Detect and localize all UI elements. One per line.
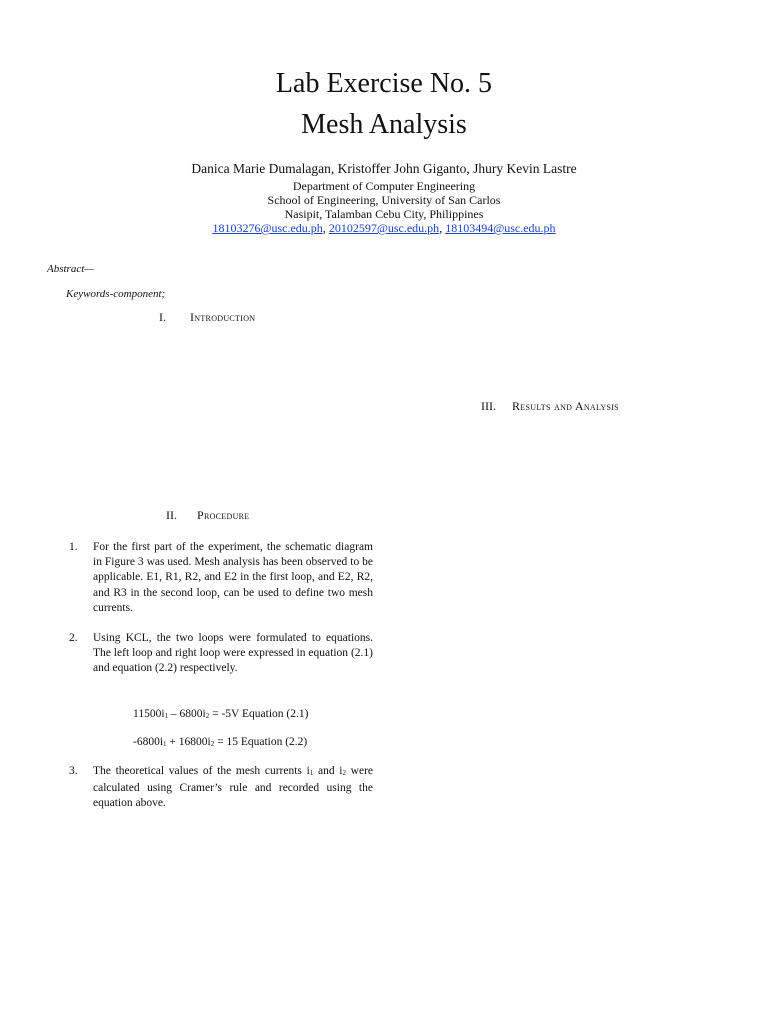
eq-term: + 16800i bbox=[166, 736, 211, 748]
heading-text: Results and Analysis bbox=[512, 399, 619, 413]
email-link-1[interactable]: 18103276@usc.edu.ph bbox=[212, 221, 323, 235]
eq-subscript: 1 bbox=[163, 740, 167, 748]
eq-subscript: 2 bbox=[210, 740, 215, 748]
eq-term: = 15 Equation (2.2) bbox=[214, 736, 308, 748]
item-number: 3. bbox=[69, 765, 78, 777]
item-text bbox=[93, 764, 373, 812]
item-number: 2. bbox=[69, 632, 78, 644]
item-text-part: and i bbox=[313, 765, 343, 777]
item-number: 1. bbox=[69, 541, 78, 553]
item-text-part: The theoretical values of the mesh currents i bbox=[93, 765, 310, 777]
email-link-2[interactable]: 20102597@usc.edu.ph bbox=[328, 221, 440, 235]
title-line-1: Lab Exercise No. 5 bbox=[275, 68, 493, 99]
heading-results bbox=[481, 399, 619, 414]
eq-term: -6800i bbox=[133, 736, 164, 748]
eq-term: – 6800i bbox=[168, 708, 206, 720]
heading-text: Procedure bbox=[197, 508, 250, 522]
title-line-2: Mesh Analysis bbox=[301, 109, 467, 140]
heading-procedure bbox=[166, 508, 250, 523]
heading-introduction bbox=[159, 310, 255, 325]
department: Department of Computer Engineering bbox=[292, 179, 476, 193]
procedure-item-3 bbox=[69, 764, 373, 812]
heading-number: III. bbox=[481, 399, 496, 413]
item-subscript: 2 bbox=[342, 769, 346, 777]
keywords-label: Keywords-component; bbox=[66, 288, 166, 300]
item-text: Using KCL, the two loops were formulated to equations. The left loop and right loop were expressed in equation (2.1) and equation (2.2) respectively. bbox=[93, 632, 373, 675]
heading-text: Introduction bbox=[190, 310, 256, 324]
item-text-part: were calculated using Cramer’s rule and recorded using the equation above. bbox=[93, 765, 374, 810]
item-text: For the first part of the experiment, the schematic diagram in Figure 3 was used. Mesh analysis has been observed to be applicable. E1, R1, R2, and E2 in the first loop, and E2, R2, and R3 in the second loop, can be used to define two mesh currents. bbox=[93, 541, 373, 614]
item-subscript: 1 bbox=[309, 769, 314, 777]
authors: Danica Marie Dumalagan, Kristoffer John Giganto, Jhury Kevin Lastre bbox=[191, 161, 577, 176]
school: School of Engineering, University of San Carlos bbox=[267, 193, 501, 207]
email-separator: , bbox=[439, 221, 443, 235]
heading-number: I. bbox=[159, 310, 166, 324]
procedure-item-2 bbox=[69, 631, 373, 677]
procedure-item-1 bbox=[69, 540, 373, 616]
equation-2-1 bbox=[133, 708, 308, 720]
email-link-3[interactable]: 18103494@usc.edu.ph bbox=[445, 221, 556, 235]
eq-subscript: 2 bbox=[205, 712, 210, 720]
eq-term: 11500i bbox=[133, 708, 165, 720]
eq-subscript: 1 bbox=[164, 712, 169, 720]
heading-number: II. bbox=[166, 508, 177, 522]
equation-2-2 bbox=[133, 736, 307, 748]
email-separator: , bbox=[322, 221, 326, 235]
emails bbox=[0, 221, 768, 235]
abstract-label: Abstract— bbox=[47, 263, 95, 275]
eq-term: = -5V Equation (2.1) bbox=[209, 708, 309, 720]
address: Nasipit, Talamban Cebu City, Philippines bbox=[284, 207, 484, 221]
